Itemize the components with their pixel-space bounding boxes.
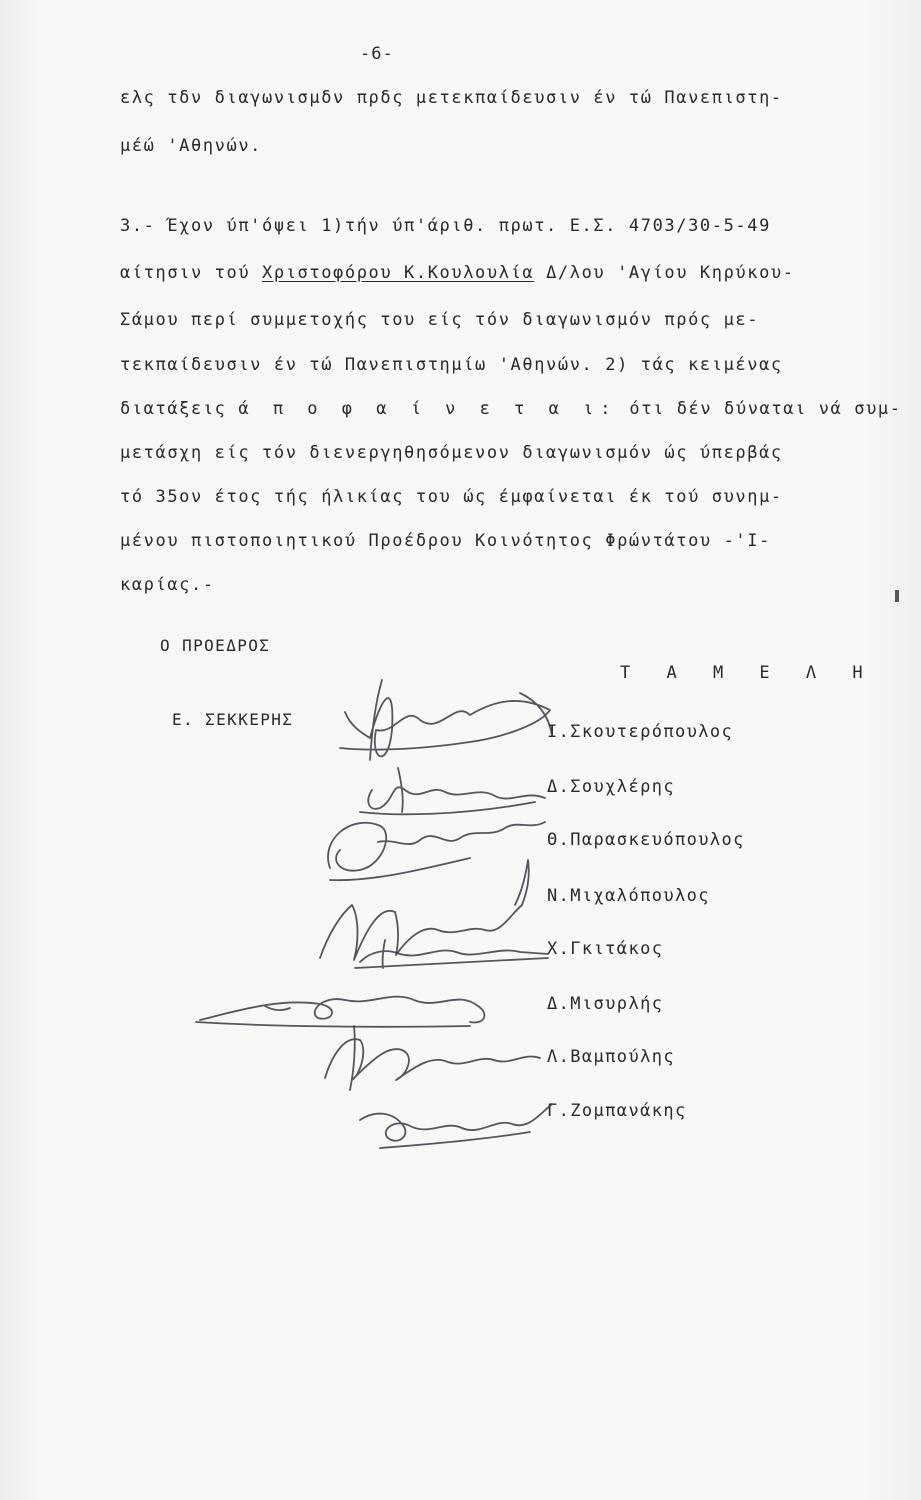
member-1: Ι.Σκουτερόπουλος: [547, 722, 734, 742]
text-line-1: ελς τδν διαγωνισμδν πρδς μετεκπαίδευσιν έν τώ Πανεπιστη-: [120, 88, 783, 108]
president-title: Ο ΠΡΟΕΔΡΟΣ: [160, 636, 271, 655]
text-line-4-before: αίτησιν τού: [120, 263, 263, 283]
signature-2: [360, 768, 545, 814]
text-line-11: καρίας.-: [120, 575, 215, 595]
signature-7: [325, 1026, 540, 1090]
signature-8: [360, 1104, 552, 1148]
member-8: Γ.Ζομπανάκης: [547, 1101, 687, 1121]
text-line-5: Σάμου περί συμμετοχής του είς τόν διαγωνισμόν πρός με-: [120, 310, 760, 330]
text-line-7-after: ότι δέν δύναται νά συμ-: [617, 399, 902, 419]
text-line-10: μένου πιστοποιητικού Προέδρου Κοινότητος Φρώντάτου -'Ι-: [120, 531, 771, 551]
members-heading: Τ Α Μ Ε Λ Η: [620, 663, 876, 683]
text-line-9: τό 35ον έτος τής ήλικίας του ώς έμφαίνεται έκ τού συνημ-: [120, 487, 783, 507]
text-line-8: μετάσχη είς τόν διενεργηθησόμενον διαγωνισμόν ώς ύπερβάς: [120, 443, 783, 463]
signature-5: [355, 940, 548, 968]
member-6: Δ.Μισυρλής: [547, 994, 664, 1014]
president-name: Ε. ΣΕΚΚΕΡΗΣ: [172, 710, 294, 729]
signature-3: [328, 822, 545, 880]
member-3: Θ.Παρασκευόπουλος: [547, 830, 745, 850]
margin-mark: [895, 590, 899, 602]
text-line-2: μέώ 'Αθηνών.: [120, 136, 263, 156]
text-line-7-before: διατάξεις: [120, 399, 239, 419]
text-line-3: 3.- Έχον ύπ'όψει 1)τήν ύπ'άριθ. πρωτ. Ε.Σ. 4703/30-5-49: [120, 216, 771, 236]
signature-6: [196, 997, 484, 1027]
text-line-7: [120, 399, 902, 419]
member-5: Χ.Γκιτάκος: [547, 939, 664, 959]
applicant-name: Χριστοφόρου Κ.Κουλουλία: [262, 263, 535, 283]
decision-word: ά π ο φ α ί ν ε τ α ι:: [238, 399, 618, 419]
text-line-4: [120, 263, 795, 283]
member-7: Λ.Βαμπούλης: [547, 1047, 675, 1067]
member-2: Δ.Σουχλέρης: [547, 777, 675, 797]
text-line-6: τεκπαίδευσιν έν τώ Πανεπιστημίω 'Αθηνών. 2) τάς κειμένας: [120, 355, 783, 375]
signature-4: [320, 860, 529, 960]
text-line-4-after: Δ/λου 'Αγίου Κηρύκου-: [534, 263, 795, 283]
page-number: -6-: [360, 44, 394, 64]
signature-1: [340, 680, 552, 760]
member-4: Ν.Μιχαλόπουλος: [547, 886, 710, 906]
